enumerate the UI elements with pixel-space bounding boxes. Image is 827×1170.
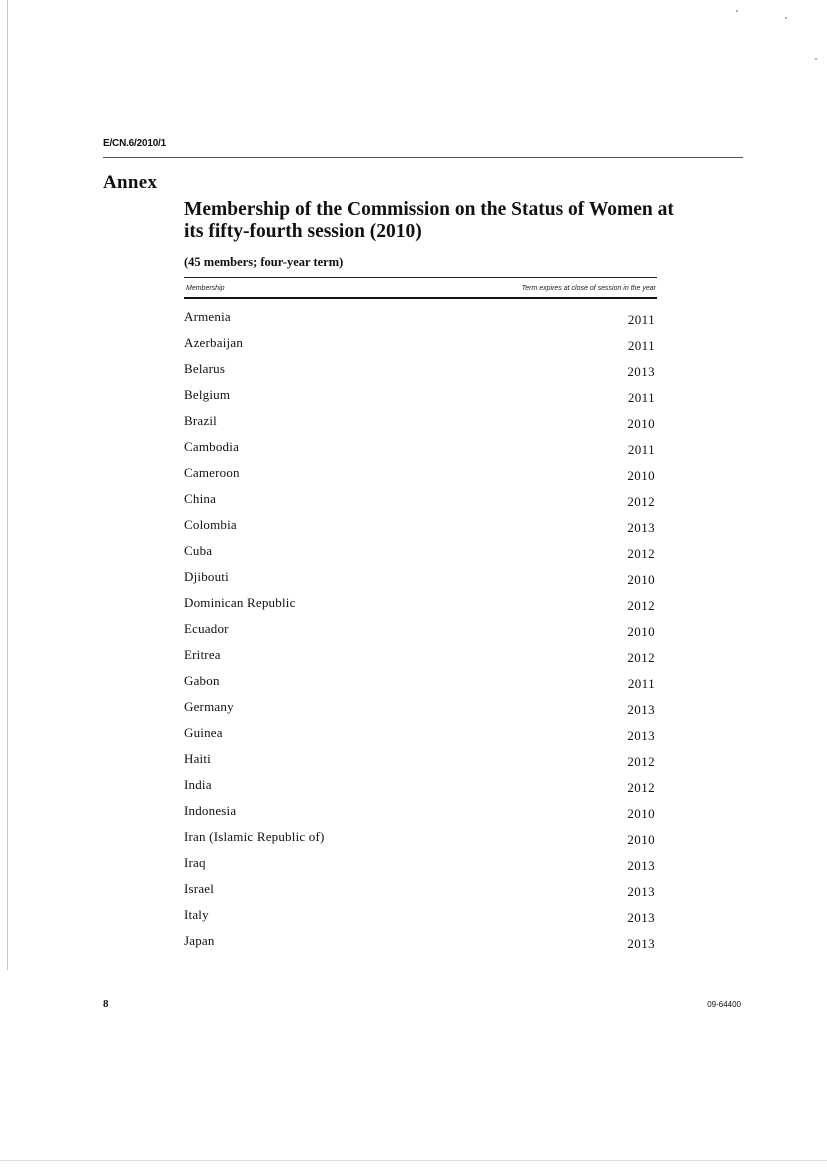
member-name: Dominican Republic bbox=[184, 595, 296, 610]
page-number: 8 bbox=[103, 998, 109, 1010]
table-top-rule bbox=[184, 277, 657, 278]
table-row bbox=[184, 802, 655, 828]
member-name: India bbox=[184, 777, 212, 792]
term-expiry-year: 2011 bbox=[627, 312, 655, 327]
table-row bbox=[184, 906, 655, 932]
member-name: Belgium bbox=[184, 387, 231, 402]
term-expiry-year: 2012 bbox=[627, 546, 655, 561]
member-name: Colombia bbox=[184, 517, 237, 532]
term-expiry-year: 2013 bbox=[627, 884, 655, 899]
term-expiry-year: 2013 bbox=[627, 364, 655, 379]
member-name: Djibouti bbox=[184, 569, 229, 584]
scan-speck bbox=[736, 10, 738, 12]
term-expiry-year: 2011 bbox=[627, 442, 655, 457]
term-expiry-year: 2010 bbox=[627, 468, 655, 483]
member-name: Armenia bbox=[184, 309, 231, 324]
table-row bbox=[184, 646, 655, 672]
member-name: Indonesia bbox=[184, 803, 237, 818]
member-name: Germany bbox=[184, 699, 234, 714]
member-name: Eritrea bbox=[184, 647, 221, 662]
table-row bbox=[184, 464, 655, 490]
term-expiry-year: 2013 bbox=[627, 858, 655, 873]
scan-speck bbox=[785, 17, 787, 19]
term-expiry-year: 2013 bbox=[627, 910, 655, 925]
table-row bbox=[184, 542, 655, 568]
term-expiry-year: 2012 bbox=[627, 754, 655, 769]
member-name: Israel bbox=[184, 881, 215, 896]
term-expiry-year: 2011 bbox=[627, 390, 655, 405]
table-row bbox=[184, 490, 655, 516]
term-expiry-year: 2013 bbox=[627, 520, 655, 535]
term-expiry-year: 2010 bbox=[627, 806, 655, 821]
term-expiry-year: 2011 bbox=[627, 338, 655, 353]
term-expiry-year: 2010 bbox=[627, 832, 655, 847]
table-row bbox=[184, 776, 655, 802]
document-symbol: E/CN.6/2010/1 bbox=[103, 138, 166, 149]
table-row bbox=[184, 724, 655, 750]
term-expiry-year: 2012 bbox=[627, 650, 655, 665]
table-row bbox=[184, 932, 655, 958]
member-name: Ecuador bbox=[184, 621, 229, 636]
table-row bbox=[184, 672, 655, 698]
term-expiry-year: 2013 bbox=[627, 728, 655, 743]
scan-bottom-edge bbox=[0, 1160, 827, 1161]
table-row bbox=[184, 308, 655, 334]
table-row bbox=[184, 594, 655, 620]
table-row bbox=[184, 620, 655, 646]
member-name: Iraq bbox=[184, 855, 206, 870]
term-expiry-year: 2010 bbox=[627, 572, 655, 587]
term-expiry-year: 2013 bbox=[627, 936, 655, 951]
column-header-term-expires: Term expires at close of session in the year bbox=[521, 285, 656, 292]
scan-left-edge bbox=[7, 0, 8, 970]
term-expiry-year: 2012 bbox=[627, 494, 655, 509]
annex-heading: Annex bbox=[103, 172, 158, 193]
member-name: Japan bbox=[184, 933, 215, 948]
term-expiry-year: 2010 bbox=[627, 624, 655, 639]
table-row bbox=[184, 880, 655, 906]
scan-speck bbox=[815, 58, 817, 60]
membership-subtitle: (45 members; four-year term) bbox=[184, 255, 344, 269]
table-row bbox=[184, 750, 655, 776]
table-row bbox=[184, 698, 655, 724]
member-name: Italy bbox=[184, 907, 209, 922]
member-name: Guinea bbox=[184, 725, 223, 740]
section-title: Membership of the Commission on the Status of Women at its fifty-fourth session (2010) bbox=[184, 199, 674, 242]
table-row bbox=[184, 334, 655, 360]
table-row bbox=[184, 854, 655, 880]
table-row bbox=[184, 438, 655, 464]
table-row bbox=[184, 828, 655, 854]
member-name: Gabon bbox=[184, 673, 220, 688]
table-row bbox=[184, 516, 655, 542]
column-header-membership: Membership bbox=[186, 285, 225, 292]
member-name: Cambodia bbox=[184, 439, 240, 454]
member-name: Cameroon bbox=[184, 465, 240, 480]
membership-table-body bbox=[184, 308, 655, 958]
member-name: Belarus bbox=[184, 361, 226, 376]
table-row bbox=[184, 360, 655, 386]
table-row bbox=[184, 386, 655, 412]
term-expiry-year: 2013 bbox=[627, 702, 655, 717]
term-expiry-year: 2010 bbox=[627, 416, 655, 431]
table-row bbox=[184, 412, 655, 438]
member-name: Cuba bbox=[184, 543, 213, 558]
term-expiry-year: 2012 bbox=[627, 598, 655, 613]
table-row bbox=[184, 568, 655, 594]
job-number: 09-64400 bbox=[707, 1000, 741, 1009]
member-name: Brazil bbox=[184, 413, 217, 428]
term-expiry-year: 2011 bbox=[627, 676, 655, 691]
term-expiry-year: 2012 bbox=[627, 780, 655, 795]
table-header-rule bbox=[184, 297, 657, 299]
member-name: Azerbaijan bbox=[184, 335, 244, 350]
member-name: Iran (Islamic Republic of) bbox=[184, 829, 325, 844]
member-name: Haiti bbox=[184, 751, 211, 766]
header-rule bbox=[103, 157, 743, 158]
member-name: China bbox=[184, 491, 217, 506]
